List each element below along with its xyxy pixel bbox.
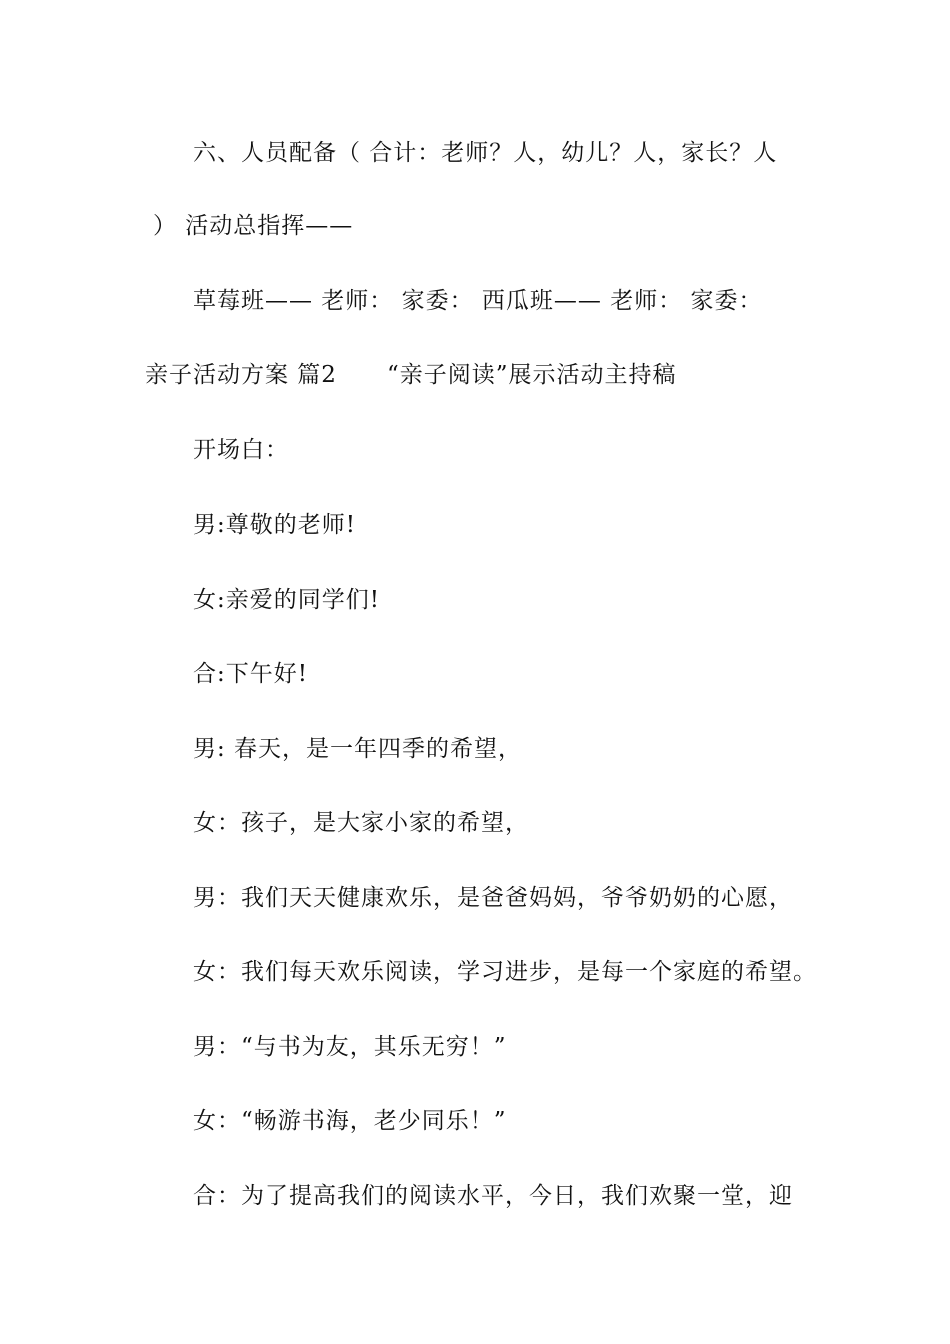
staffing-line: 六、人员配备（ 合计：老师？人，幼儿？人，家长？人 xyxy=(193,140,778,166)
section-subtitle: “亲子阅读”展示活动主持稿 xyxy=(386,362,677,388)
dialogue-line: 女：我们每天欢乐阅读，学习进步，是每一个家庭的希望。 xyxy=(193,959,817,985)
dialogue-line: 男：我们天天健康欢乐，是爸爸妈妈，爷爷奶奶的心愿， xyxy=(193,885,793,911)
dialogue-line: 男: 春天，是一年四季的希望， xyxy=(193,736,523,762)
dialogue-line: 男：“与书为友，其乐无穷！” xyxy=(193,1034,507,1060)
director-line: ） 活动总指挥—— xyxy=(153,213,354,239)
dialogue-line: 合：为了提高我们的阅读水平，今日，我们欢聚一堂，迎 xyxy=(193,1183,793,1209)
class-roles-line: 草莓班—— 老师： 家委： 西瓜班—— 老师： 家委： xyxy=(193,288,763,314)
section-heading: 亲子活动方案 篇2 xyxy=(145,362,337,388)
section-header xyxy=(145,360,676,390)
opening-label: 开场白： xyxy=(193,437,289,463)
dialogue-line: 女:亲爱的同学们! xyxy=(193,587,380,613)
dialogue-line: 男:尊敬的老师! xyxy=(193,512,356,538)
dialogue-line: 合:下午好! xyxy=(193,661,308,687)
dialogue-line: 女：“畅游书海，老少同乐！” xyxy=(193,1108,507,1134)
dialogue-line: 女：孩子，是大家小家的希望， xyxy=(193,810,529,836)
